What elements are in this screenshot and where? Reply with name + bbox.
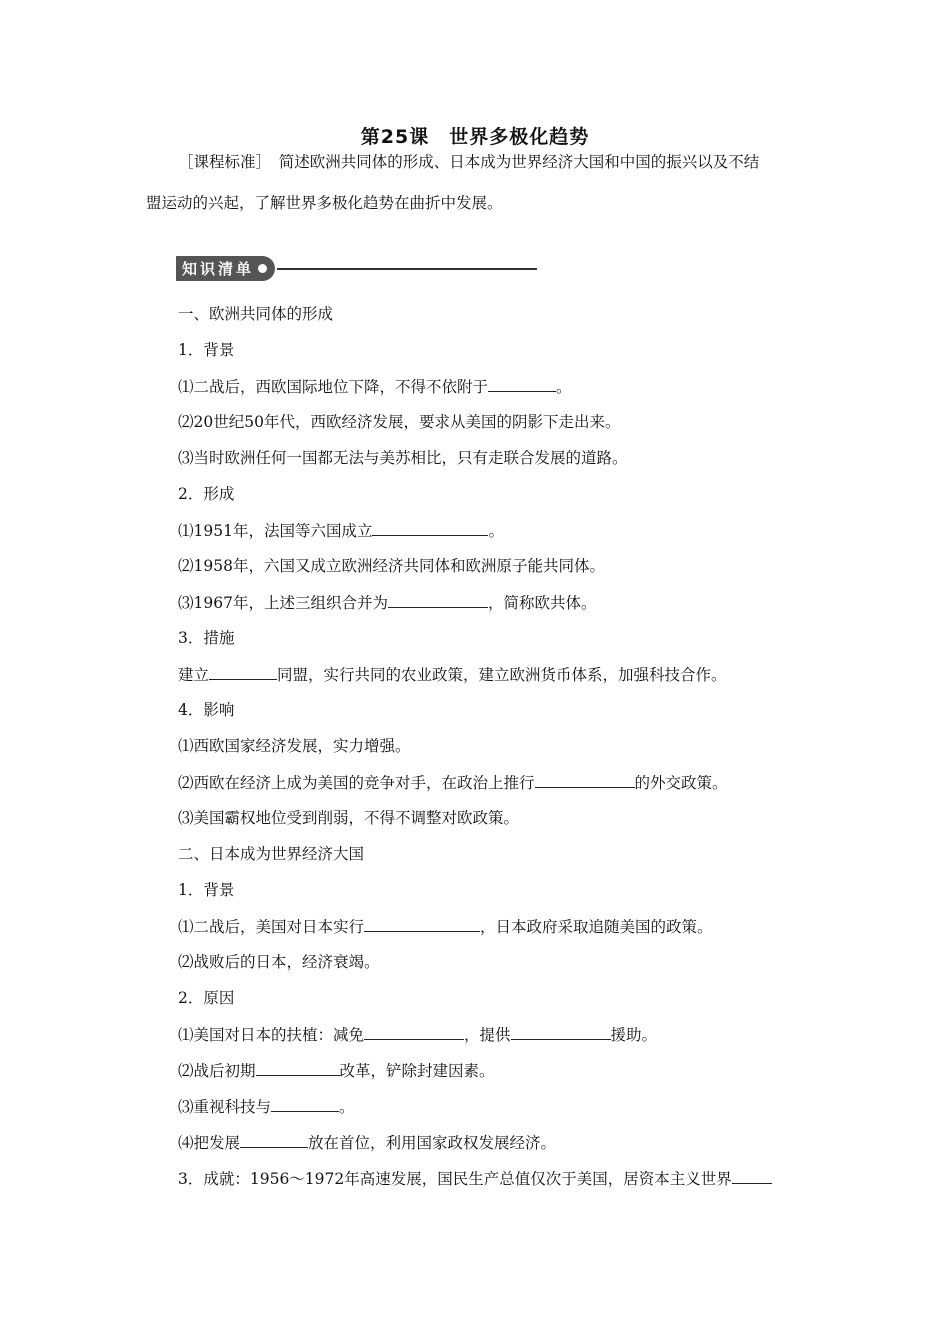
text-segment: ⑴二战后，美国对日本实行 — [178, 918, 365, 936]
list-item — [178, 1131, 556, 1154]
fill-blank[interactable] — [240, 1131, 308, 1148]
text-segment: ⑷把发展 — [178, 1134, 241, 1152]
fill-blank[interactable] — [388, 591, 488, 608]
list-item — [178, 375, 572, 398]
text-segment: 改革，铲除封建因素。 — [339, 1062, 495, 1080]
text-segment: ⑵战后初期 — [178, 1062, 256, 1080]
text-segment: 的外交政策。 — [634, 774, 728, 792]
fill-blank[interactable] — [372, 519, 488, 536]
text-segment: 同盟，实行共同的农业政策，建立欧洲货币体系，加强科技合作。 — [277, 666, 727, 684]
fill-blank[interactable] — [364, 1023, 464, 1040]
fill-blank[interactable] — [535, 771, 635, 788]
text-segment: 放在首位，利用国家政权发展经济。 — [308, 1134, 557, 1152]
course-standard-line-2: 盟运动的兴起，了解世界多极化趋势在曲折中发展。 — [146, 194, 503, 212]
list-item — [178, 1023, 657, 1046]
dot-icon — [258, 264, 267, 273]
text-segment: ⑵西欧在经济上成为美国的竞争对手，在政治上推行 — [178, 774, 535, 792]
list-item — [178, 663, 727, 686]
subheading: 4．影响 — [178, 701, 235, 719]
fill-blank[interactable] — [732, 1167, 772, 1184]
fill-blank[interactable] — [364, 915, 480, 932]
list-item — [178, 519, 504, 542]
fill-blank[interactable] — [488, 375, 556, 392]
section-heading: 二、日本成为世界经济大国 — [178, 845, 365, 863]
text-segment: ，简称欧共体。 — [487, 594, 597, 612]
banner-rule — [277, 268, 537, 270]
subheading: 1．背景 — [178, 341, 235, 359]
list-item — [178, 591, 596, 614]
text-segment: ⑴美国对日本的扶植：减免 — [178, 1026, 365, 1044]
text-segment: 。 — [339, 1098, 355, 1116]
text-segment: 。 — [488, 522, 504, 540]
list-item: ⑵20世纪50年代，西欧经济发展，要求从美国的阴影下走出来。 — [178, 413, 621, 431]
list-item: ⑴西欧国家经济发展，实力增强。 — [178, 737, 411, 755]
list-item: ⑶美国霸权地位受到削弱，不得不调整对欧政策。 — [178, 809, 520, 827]
text-segment: ，提供 — [464, 1026, 511, 1044]
text-segment: ⑴二战后，西欧国际地位下降，不得不依附于 — [178, 378, 489, 396]
course-standard-line-1: ［课程标准］ 简述欧洲共同体的形成、日本成为世界经济大国和中国的振兴以及不结 — [178, 153, 760, 171]
text-segment: ，日本政府采取追随美国的政策。 — [480, 918, 713, 936]
text-segment: 援助。 — [610, 1026, 658, 1044]
list-item: ⑶当时欧洲任何一国都无法与美苏相比，只有走联合发展的道路。 — [178, 449, 628, 467]
list-item: ⑵战败后的日本，经济衰竭。 — [178, 953, 380, 971]
list-item — [178, 1095, 355, 1118]
page-title: 第25课 世界多极化趋势 — [360, 126, 590, 148]
subheading: 1．背景 — [178, 881, 235, 899]
fill-blank[interactable] — [271, 1095, 339, 1112]
knowledge-list-banner — [176, 256, 537, 281]
subheading: 2．原因 — [178, 989, 235, 1007]
text-segment: 3．成就：1956～1972年高速发展，国民生产总值仅次于美国，居资本主义世界 — [178, 1170, 732, 1188]
banner-label: 知识清单 — [182, 260, 255, 278]
list-item — [178, 1059, 495, 1082]
text-segment: ⑶1967年，上述三组织合并为 — [178, 594, 388, 612]
section-heading: 一、欧洲共同体的形成 — [178, 305, 334, 323]
fill-blank[interactable] — [256, 1059, 340, 1076]
list-item — [178, 915, 713, 938]
fill-blank[interactable] — [209, 663, 277, 680]
text-segment: 建立 — [178, 666, 210, 684]
list-item — [178, 771, 728, 794]
subheading: 2．形成 — [178, 485, 235, 503]
subheading: 3．措施 — [178, 629, 235, 647]
fill-blank[interactable] — [511, 1023, 611, 1040]
text-segment: 。 — [556, 378, 572, 396]
list-item — [178, 1167, 772, 1190]
banner-box — [176, 256, 275, 281]
text-segment: ⑶重视科技与 — [178, 1098, 272, 1116]
list-item: ⑵1958年，六国又成立欧洲经济共同体和欧洲原子能共同体。 — [178, 557, 605, 575]
text-segment: ⑴1951年，法国等六国成立 — [178, 522, 373, 540]
